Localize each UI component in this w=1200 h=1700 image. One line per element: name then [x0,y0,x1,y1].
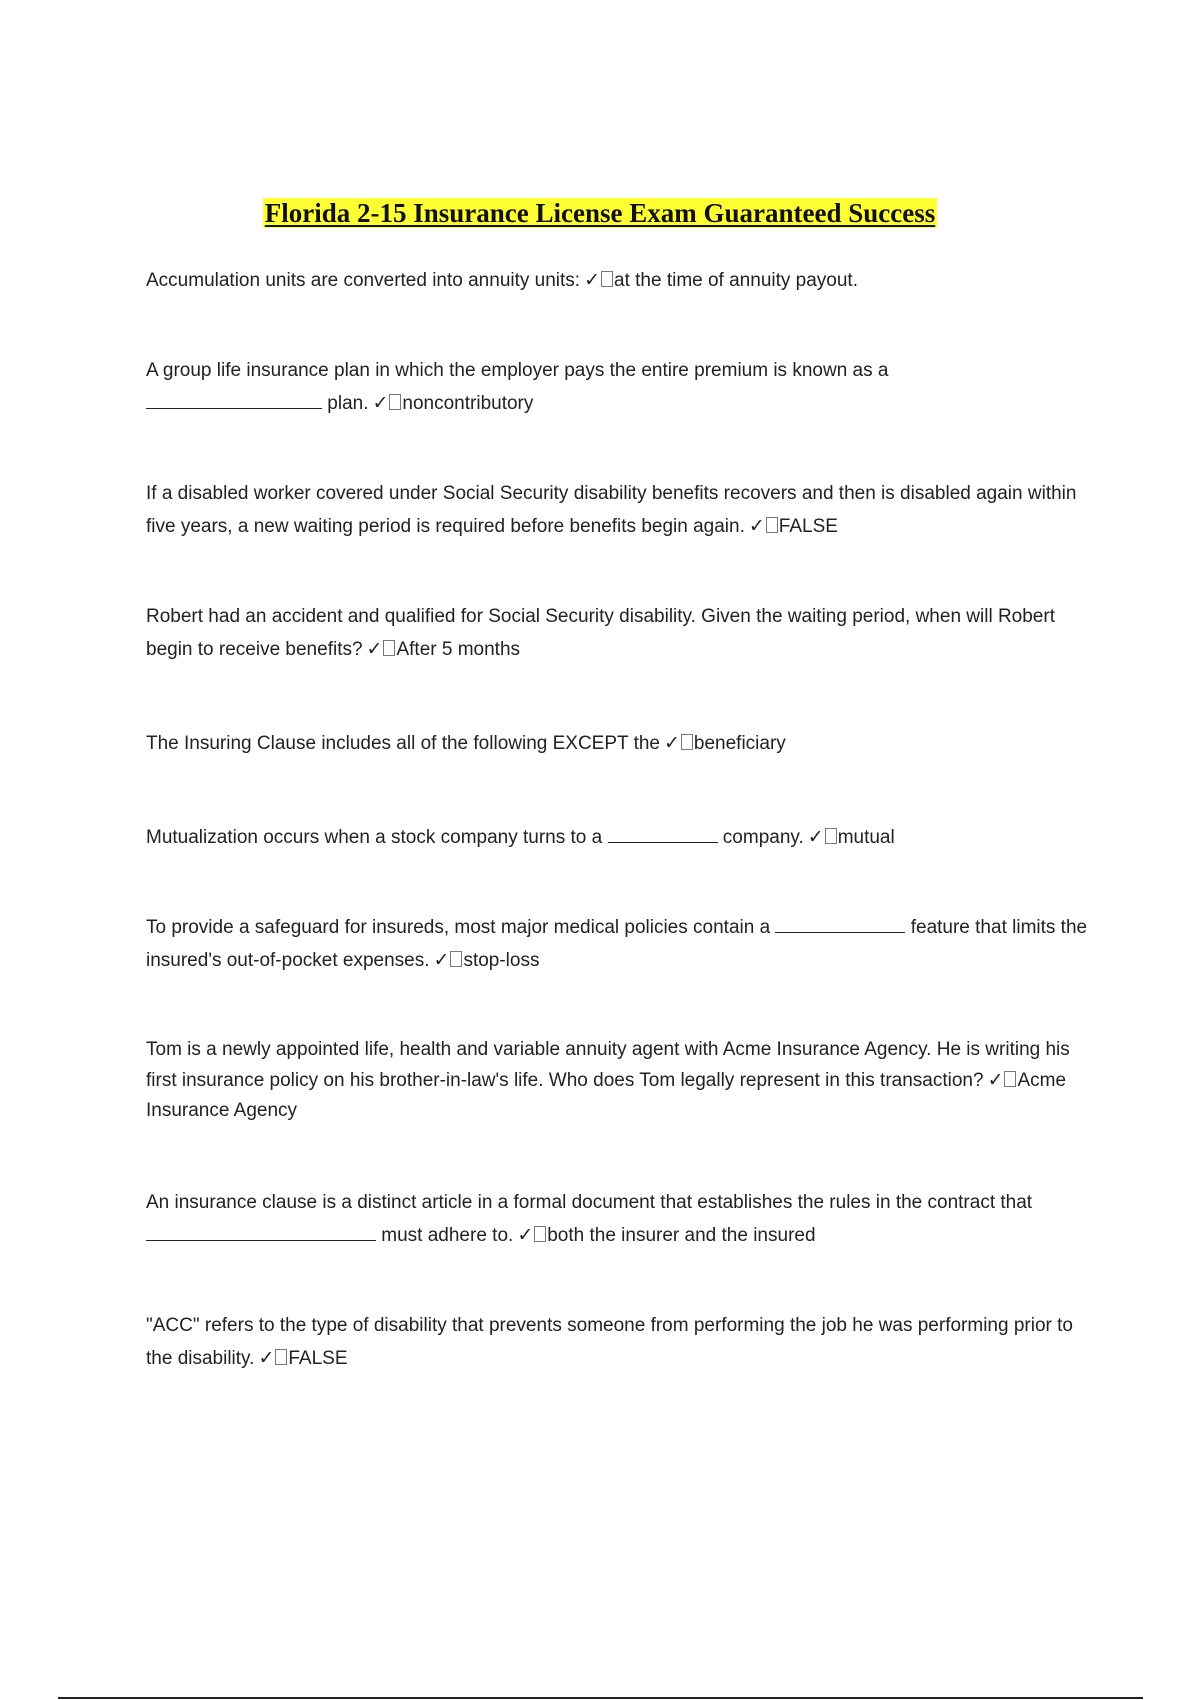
checkbox-icon [275,1349,287,1365]
question-text: Tom is a newly appointed life, health and variable annuity agent with Acme Insurance Agency. He is writing his first insurance policy on his brother-in-law's life. Who does Tom legally represent in this transaction? [146,1039,1070,1091]
check-icon: ✓ [258,1347,275,1369]
question-text: A group life insurance plan in which the employer pays the entire premium is known as a [146,360,889,381]
answer-text: both the insurer and the insured [547,1225,816,1246]
check-icon: ✓ [807,826,824,848]
checkbox-icon [534,1226,546,1242]
checkbox-icon [383,640,395,656]
answer-text: After 5 months [396,639,521,660]
checkbox-icon [825,828,837,844]
question-text: Mutualization occurs when a stock company turns to a [146,827,603,848]
checkbox-icon [766,517,778,533]
check-icon: ✓ [584,269,600,291]
checkbox-icon [450,951,462,967]
question-text: To provide a safeguard for insureds, most major medical policies contain a [146,917,771,938]
question-text-after-blank: feature that limits the insured's out-of-pocket expenses. [146,917,1088,971]
question-item-8 [146,1035,1096,1126]
checkbox-icon [1004,1071,1016,1087]
answer-text: Acme Insurance Agency [146,1070,1067,1121]
check-icon: ✓ [366,638,383,660]
question-text: Accumulation units are converted into annuity units: [146,270,581,291]
check-icon: ✓ [748,515,765,537]
question-text-after-blank: plan. [327,393,369,414]
answer-text: at the time of annuity payout. [614,270,858,291]
answer-text: FALSE [288,1348,348,1369]
question-text-after-blank: must adhere to. [381,1225,514,1246]
answer-text: beneficiary [693,733,786,754]
question-item-2 [146,355,1096,420]
check-icon: ✓ [663,732,680,754]
question-item-4 [146,601,1096,666]
answer-text: stop-loss [463,950,540,971]
answer-text: FALSE [778,516,838,537]
answer-blank [608,824,718,843]
answer-blank [775,914,905,933]
question-item-7 [146,912,1096,977]
footer-rule [58,1697,1143,1699]
check-icon: ✓ [372,392,389,414]
answer-text: noncontributory [402,393,534,414]
document-title-text: Florida 2-15 Insurance License Exam Guaranteed Success [264,198,936,228]
check-icon: ✓ [517,1224,534,1246]
question-text-after-blank: company. [722,827,804,848]
checkbox-icon [601,271,613,287]
answer-blank [146,390,322,409]
question-item-1 [146,264,1096,297]
question-text: If a disabled worker covered under Social Security disability benefits recovers and then is disabled again within five years, a new waiting period is required before benefits begin again. [146,483,1077,537]
question-item-3 [146,478,1096,543]
answer-blank [146,1222,376,1241]
question-text: An insurance clause is a distinct article in a formal document that establishes the rules in the contract that [146,1192,1033,1213]
document-title [0,198,1200,229]
question-item-10 [146,1310,1096,1375]
question-text: The Insuring Clause includes all of the following EXCEPT the [146,733,660,754]
question-item-5 [146,727,1096,760]
question-text: Robert had an accident and qualified for Social Security disability. Given the waiting period, when will Robert begin to receive benefits? [146,606,1055,660]
check-icon: ✓ [987,1069,1004,1091]
question-item-9 [146,1187,1096,1252]
question-item-6 [146,821,1096,854]
checkbox-icon [681,734,693,750]
answer-text: mutual [837,827,895,848]
check-icon: ✓ [433,949,450,971]
question-text: "ACC" refers to the type of disability that prevents someone from performing the job he was performing prior to the disability. [146,1315,1073,1369]
checkbox-icon [389,394,401,410]
